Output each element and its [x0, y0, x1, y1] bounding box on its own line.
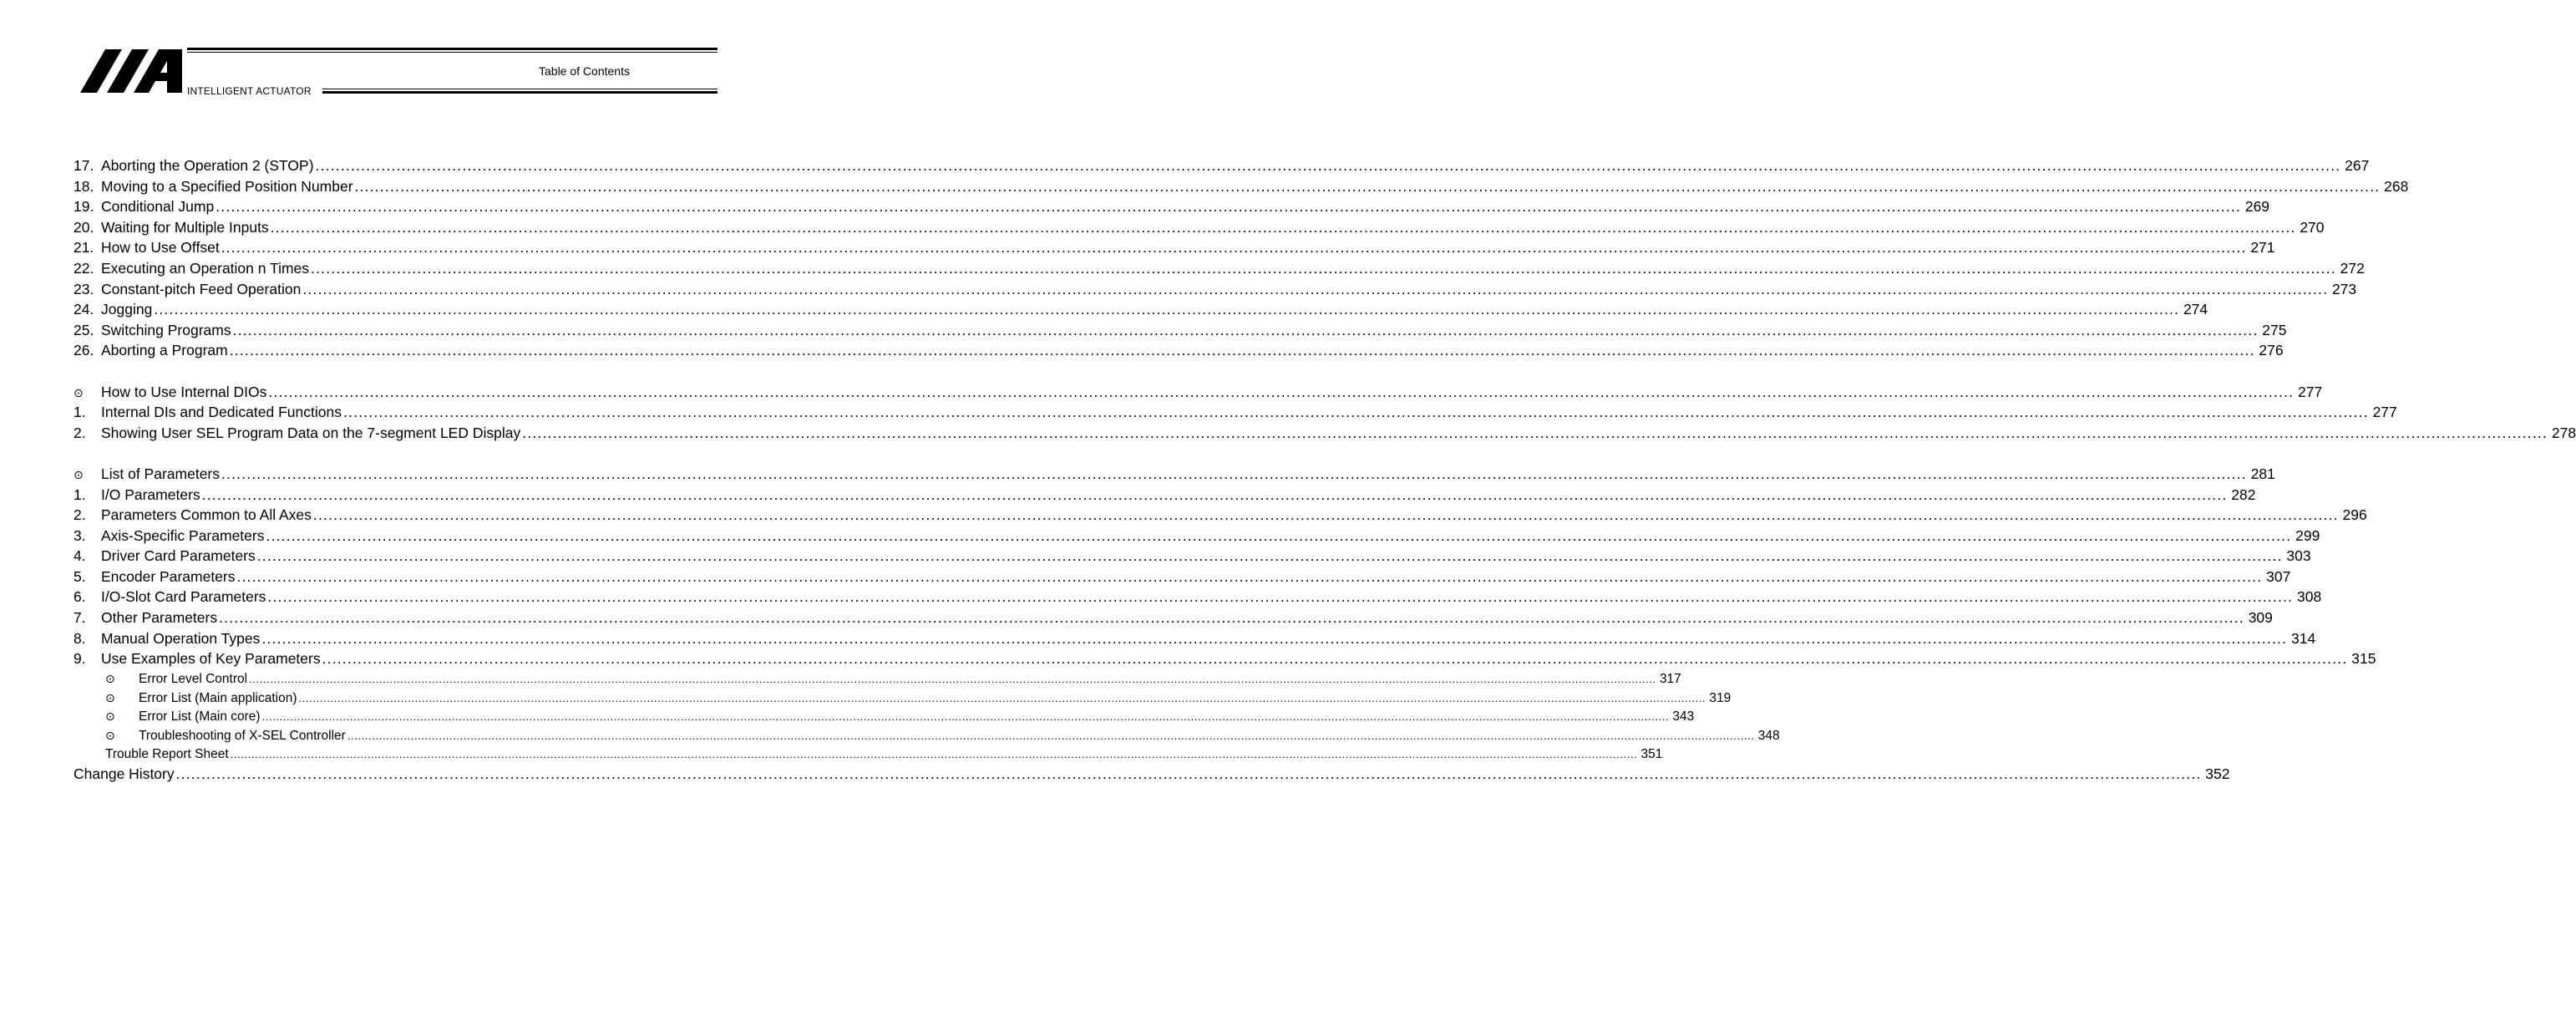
toc-entry-page: 269: [2244, 198, 2270, 216]
toc-entry[interactable]: [74, 176, 2409, 197]
toc-entry-title: Use Examples of Key Parameters: [101, 650, 321, 668]
toc-entry-number: 8.: [74, 629, 86, 647]
toc-entry-page: 278: [2551, 424, 2576, 441]
toc-entry-title: Moving to a Specified Position Number: [101, 177, 353, 195]
toc-entry-page: 267: [2345, 157, 2370, 174]
dot-leader: ................................................................................................................................................................................................................................................................................................................................................................................................................: [216, 198, 2242, 216]
toc-entry-number: 6.: [74, 588, 86, 606]
header-rule: [187, 52, 718, 53]
dot-leader: ................................................................................................................................................................................................................................................................................................................................................................................................................: [261, 710, 1670, 724]
dot-leader: ................................................................................................................................................................................................................................................................................................................................................................................................................: [311, 259, 2336, 277]
dot-leader: ................................................................................................................................................................................................................................................................................................................................................................................................................: [342, 404, 2369, 421]
toc-entry-page: 315: [2351, 650, 2376, 668]
toc-entry-title: I/O-Slot Card Parameters: [101, 588, 266, 606]
toc-entry-number: 22.: [74, 259, 94, 277]
toc-entry[interactable]: [74, 587, 2322, 608]
toc-entry-number: 20.: [74, 218, 94, 236]
toc-entry-page: 276: [2259, 342, 2284, 359]
dot-leader: ................................................................................................................................................................................................................................................................................................................................................................................................................: [267, 588, 2294, 606]
toc-entry[interactable]: [74, 669, 1681, 689]
toc-entry-number: 5.: [74, 567, 86, 585]
dot-leader: ................................................................................................................................................................................................................................................................................................................................................................................................................: [201, 485, 2228, 503]
toc-entry[interactable]: [74, 689, 1732, 708]
toc-entry-number: 26.: [74, 342, 94, 359]
dot-leader: ................................................................................................................................................................................................................................................................................................................................................................................................................: [261, 629, 2288, 647]
bullet-circle-icon: ⊙: [105, 728, 115, 742]
toc-entry[interactable]: [74, 320, 2287, 341]
dot-leader: ................................................................................................................................................................................................................................................................................................................................................................................................................: [315, 157, 2341, 174]
toc-entry-page: 352: [2205, 765, 2230, 783]
toc-entry-page: 319: [1709, 690, 1732, 705]
toc-entry[interactable]: [74, 423, 2576, 444]
page-section-title: Table of Contents: [539, 64, 630, 78]
toc-entry-title: Constant-pitch Feed Operation: [101, 280, 302, 297]
toc-entry[interactable]: [74, 402, 2397, 423]
toc-entry-page: 277: [2298, 383, 2323, 400]
bullet-circle-icon: ⊙: [105, 671, 115, 685]
toc-entry-title: How to Use Internal DIOs: [101, 383, 267, 400]
toc-entry-page: 343: [1672, 709, 1695, 724]
toc-entry[interactable]: [74, 217, 2325, 238]
toc-entry[interactable]: [74, 764, 2230, 785]
toc-entry-number: 9.: [74, 650, 86, 668]
toc-entry-title: Switching Programs: [101, 321, 231, 338]
toc-entry-page: 314: [2290, 629, 2316, 647]
toc-entry-page: 270: [2300, 218, 2325, 236]
toc-entry-title: Error List (Main core): [139, 709, 261, 724]
toc-entry-title: Trouble Report Sheet: [105, 746, 229, 761]
toc-entry-title: Encoder Parameters: [101, 567, 236, 585]
toc-entry-number: 7.: [74, 609, 86, 627]
table-of-contents: [74, 155, 2576, 785]
toc-entry-number: 18.: [74, 177, 94, 195]
dot-leader: ................................................................................................................................................................................................................................................................................................................................................................................................................: [298, 691, 1706, 704]
dot-leader: ................................................................................................................................................................................................................................................................................................................................................................................................................: [347, 729, 1755, 742]
toc-entry-title: Error List (Main application): [139, 690, 297, 705]
toc-entry-title: Executing an Operation n Times: [101, 259, 310, 277]
toc-entry-page: 303: [2286, 547, 2311, 565]
dot-leader: ................................................................................................................................................................................................................................................................................................................................................................................................................: [154, 301, 2180, 318]
toc-entry-page: 307: [2266, 567, 2291, 585]
toc-entry[interactable]: [74, 279, 2357, 300]
toc-entry[interactable]: [74, 237, 2275, 258]
toc-entry-title: Troubleshooting of X-SEL Controller: [139, 728, 346, 743]
toc-entry-title: Parameters Common to All Axes: [101, 506, 312, 524]
toc-entry-page: 281: [2250, 465, 2275, 482]
toc-entry[interactable]: [74, 299, 2208, 320]
toc-entry-title: List of Parameters: [101, 465, 220, 482]
dot-leader: ................................................................................................................................................................................................................................................................................................................................................................................................................: [256, 547, 2283, 565]
toc-entry-page: 299: [2295, 526, 2320, 544]
toc-entry[interactable]: [74, 648, 2376, 669]
toc-entry[interactable]: [74, 505, 2367, 526]
bullet-circle-icon: ⊙: [105, 690, 115, 704]
dot-leader: ................................................................................................................................................................................................................................................................................................................................................................................................................: [266, 526, 2292, 544]
dot-leader: ................................................................................................................................................................................................................................................................................................................................................................................................................: [268, 383, 2295, 400]
toc-entry-page: 309: [2248, 609, 2273, 627]
dot-leader: ................................................................................................................................................................................................................................................................................................................................................................................................................: [354, 177, 2381, 195]
toc-entry-page: 317: [1659, 671, 1681, 686]
toc-entry-title: Jogging: [101, 301, 153, 318]
toc-entry-number: 2.: [74, 424, 86, 441]
toc-entry[interactable]: [74, 628, 2316, 649]
toc-entry[interactable]: [74, 745, 1663, 765]
toc-entry-number: 23.: [74, 280, 94, 297]
toc-entry-title: Change History: [74, 765, 175, 783]
toc-entry[interactable]: [74, 546, 2311, 567]
toc-entry[interactable]: [74, 707, 1695, 726]
toc-entry-number: 24.: [74, 301, 94, 318]
toc-entry-page: 282: [2231, 485, 2256, 503]
toc-entry-title: Conditional Jump: [101, 198, 215, 216]
toc-spacer: [74, 443, 686, 464]
toc-entry-page: 275: [2262, 321, 2287, 338]
toc-entry-page: 268: [2384, 177, 2409, 195]
dot-leader: ................................................................................................................................................................................................................................................................................................................................................................................................................: [270, 218, 2296, 236]
toc-entry[interactable]: [74, 340, 2284, 361]
toc-entry-page: 277: [2372, 404, 2397, 421]
toc-entry-title: Internal DIs and Dedicated Functions: [101, 404, 342, 421]
toc-entry-title: Manual Operation Types: [101, 629, 261, 647]
toc-entry-title: Showing User SEL Program Data on the 7-segment LED Display: [101, 424, 521, 441]
toc-spacer: [74, 361, 686, 382]
dot-leader: ................................................................................................................................................................................................................................................................................................................................................................................................................: [312, 506, 2339, 524]
bullet-circle-icon: ⊙: [74, 385, 84, 399]
toc-entry-page: 296: [2342, 506, 2367, 524]
toc-entry-page: 273: [2331, 280, 2357, 297]
iai-logo-icon: [80, 49, 182, 93]
toc-entry[interactable]: [74, 196, 2270, 217]
toc-entry-title: How to Use Offset: [101, 239, 220, 257]
toc-entry[interactable]: [74, 526, 2320, 547]
toc-entry[interactable]: [74, 382, 2323, 403]
toc-entry[interactable]: [74, 726, 1780, 745]
dot-leader: ................................................................................................................................................................................................................................................................................................................................................................................................................: [249, 672, 1656, 685]
dot-leader: ................................................................................................................................................................................................................................................................................................................................................................................................................: [229, 342, 2255, 359]
bullet-circle-icon: ⊙: [74, 467, 84, 481]
toc-entry-title: Other Parameters: [101, 609, 218, 627]
header-rule: [187, 48, 718, 50]
toc-entry-page: 308: [2297, 588, 2322, 606]
toc-entry-title: Axis-Specific Parameters: [101, 526, 265, 544]
brand-name: INTELLIGENT ACTUATOR: [187, 85, 312, 97]
toc-entry-number: 3.: [74, 526, 86, 544]
toc-entry-title: Aborting the Operation 2 (STOP): [101, 157, 314, 174]
toc-entry[interactable]: [74, 464, 2275, 485]
toc-entry-number: 19.: [74, 198, 94, 216]
toc-entry-title: Aborting a Program: [101, 342, 228, 359]
toc-entry-number: 2.: [74, 506, 86, 524]
dot-leader: ................................................................................................................................................................................................................................................................................................................................................................................................................: [522, 424, 2548, 441]
dot-leader: ................................................................................................................................................................................................................................................................................................................................................................................................................: [221, 465, 2247, 482]
toc-entry[interactable]: [74, 567, 2291, 587]
dot-leader: ................................................................................................................................................................................................................................................................................................................................................................................................................: [230, 747, 1638, 760]
toc-entry-number: 17.: [74, 157, 94, 174]
dot-leader: ................................................................................................................................................................................................................................................................................................................................................................................................................: [302, 280, 2329, 297]
toc-entry[interactable]: [74, 608, 2273, 628]
header-rule: [322, 91, 718, 94]
toc-entry-number: 4.: [74, 547, 86, 565]
toc-entry-page: 271: [2250, 239, 2275, 257]
toc-entry-page: 272: [2340, 259, 2365, 277]
toc-entry-title: I/O Parameters: [101, 485, 200, 503]
toc-entry-number: 1.: [74, 485, 86, 503]
dot-leader: ................................................................................................................................................................................................................................................................................................................................................................................................................: [232, 321, 2259, 338]
toc-entry-title: Waiting for Multiple Inputs: [101, 218, 269, 236]
toc-entry-page: 351: [1640, 746, 1663, 761]
toc-entry-title: Driver Card Parameters: [101, 547, 256, 565]
toc-entry[interactable]: [74, 258, 2365, 279]
dot-leader: ................................................................................................................................................................................................................................................................................................................................................................................................................: [175, 765, 2202, 783]
toc-entry-number: 25.: [74, 321, 94, 338]
toc-entry-title: Error Level Control: [139, 671, 248, 686]
dot-leader: ................................................................................................................................................................................................................................................................................................................................................................................................................: [221, 239, 2247, 257]
toc-entry-page: 348: [1757, 728, 1780, 743]
toc-entry-number: 1.: [74, 404, 86, 421]
toc-entry-page: 274: [2183, 301, 2208, 318]
bullet-circle-icon: ⊙: [105, 709, 115, 724]
dot-leader: ................................................................................................................................................................................................................................................................................................................................................................................................................: [219, 609, 2244, 627]
toc-entry[interactable]: [74, 155, 2370, 176]
toc-entry[interactable]: [74, 485, 2256, 506]
dot-leader: ................................................................................................................................................................................................................................................................................................................................................................................................................: [322, 650, 2348, 668]
dot-leader: ................................................................................................................................................................................................................................................................................................................................................................................................................: [236, 567, 2263, 585]
toc-entry-number: 21.: [74, 239, 94, 257]
